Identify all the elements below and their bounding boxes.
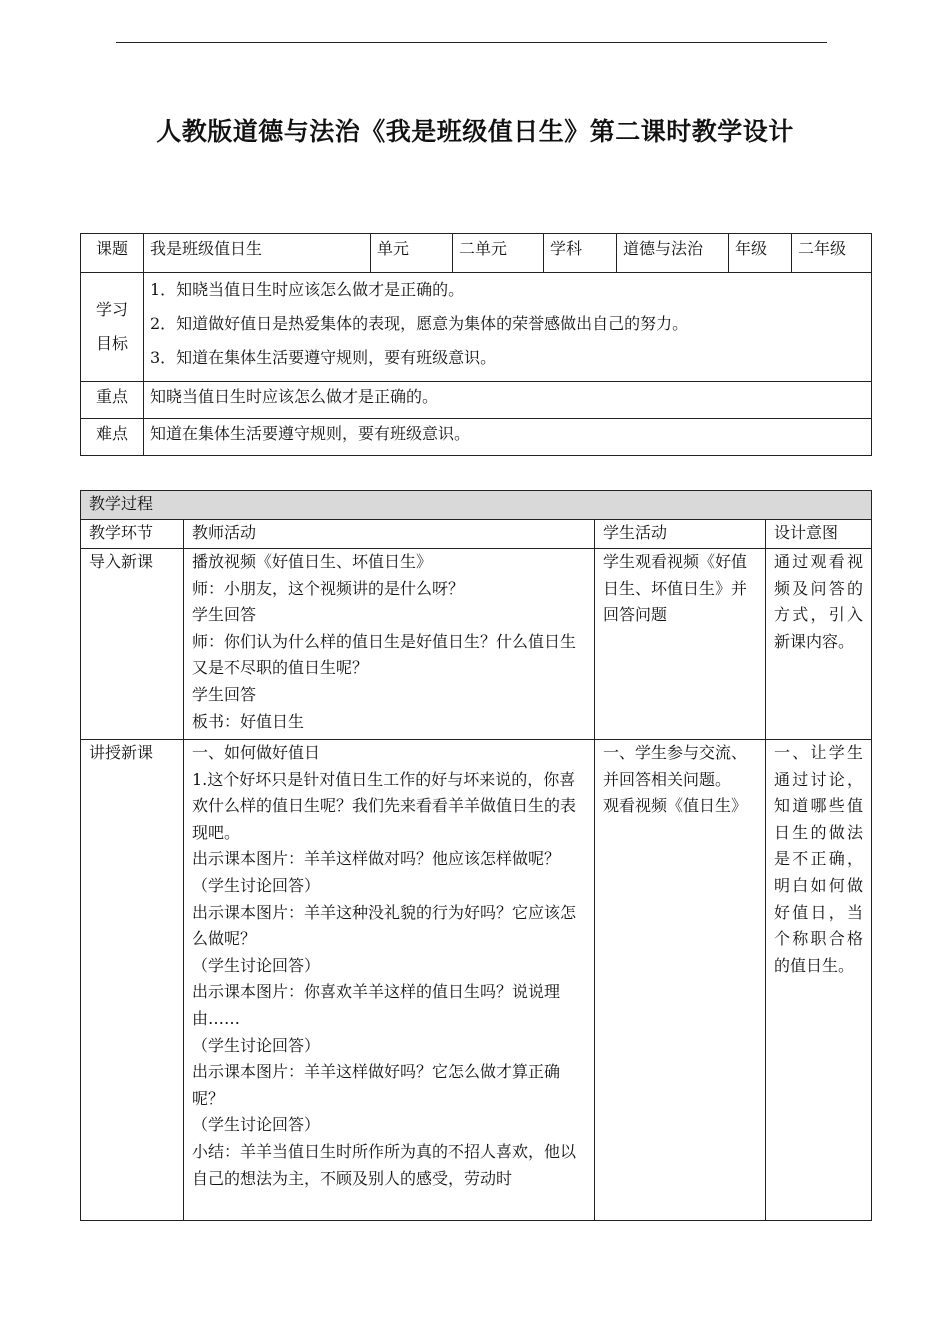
goal-item: 3．知道在集体生活要遵守规则，要有班级意识。 bbox=[150, 348, 497, 367]
subject-label: 学科 bbox=[544, 234, 617, 273]
header-rule bbox=[116, 42, 827, 43]
stage-cell: 讲授新课 bbox=[81, 740, 184, 1221]
teacher-line: 一、如何做好值日 bbox=[192, 743, 321, 762]
subject-value: 道德与法治 bbox=[617, 234, 729, 273]
teacher-line: 学生回答 bbox=[192, 684, 257, 704]
teacher-line: （学生讨论回答） bbox=[192, 1035, 321, 1055]
teacher-line: 学生回答 bbox=[192, 605, 257, 625]
unit-value: 二单元 bbox=[453, 234, 544, 273]
difficulty-label: 难点 bbox=[81, 419, 144, 456]
info-row-topic bbox=[81, 234, 872, 273]
goals-label: 学习 目标 bbox=[81, 273, 144, 382]
header-student: 学生活动 bbox=[595, 520, 766, 549]
process-row-intro bbox=[81, 549, 872, 740]
teacher-line: 出示课本图片：羊羊这样做好吗？它怎么做才算正确呢？ bbox=[192, 1062, 561, 1108]
teacher-line: 出示课本图片：羊羊这种没礼貌的行为好吗？它应该怎么做呢？ bbox=[192, 902, 577, 949]
teacher-line: 师：你们认为什么样的值日生是好值日生？什么值日生又是不尽职的值日生呢？ bbox=[192, 631, 577, 678]
header-stage: 教学环节 bbox=[81, 520, 184, 549]
intent-cell: 一、让学生通过讨论，知道哪些值日生的做法是不正确，明白如何做好值日，当个称职合格的值日生。 bbox=[766, 740, 872, 1221]
unit-label: 单元 bbox=[371, 234, 453, 273]
goal-item: 2．知道做好值日是热爱集体的表现，愿意为集体的荣誉感做出自己的努力。 bbox=[150, 314, 689, 333]
teacher-line: （学生讨论回答） bbox=[192, 955, 321, 975]
teacher-line: 板书：好值日生 bbox=[192, 711, 305, 731]
teacher-line: 小结：羊羊当值日生时所作所为真的不招人喜欢，他以自己的想法为主，不顾及别人的感受，劳动时 bbox=[192, 1141, 577, 1188]
page-title: 人教版道德与法治《我是班级值日生》第二课时教学设计 bbox=[156, 117, 794, 146]
topic-label: 课题 bbox=[81, 234, 144, 273]
student-line: 观看视频《值日生》 bbox=[603, 796, 748, 816]
info-row-key bbox=[81, 382, 872, 419]
grade-label: 年级 bbox=[729, 234, 792, 273]
student-cell bbox=[595, 740, 766, 1221]
grade-value: 二年级 bbox=[792, 234, 872, 273]
header-teacher: 教师活动 bbox=[184, 520, 595, 549]
process-row-teach bbox=[81, 740, 872, 1221]
header-intent: 设计意图 bbox=[766, 520, 872, 549]
key-label: 重点 bbox=[81, 382, 144, 419]
teacher-line: 师：小朋友，这个视频讲的是什么呀？ bbox=[192, 578, 465, 598]
teacher-line: 出示课本图片：羊羊这样做对吗？他应该怎样做呢？ bbox=[192, 849, 561, 869]
teacher-line: 播放视频《好值日生、坏值日生》 bbox=[192, 552, 433, 571]
info-row-difficulty bbox=[81, 419, 872, 456]
goals-list bbox=[144, 273, 872, 382]
student-line: 一、学生参与交流、并回答相关问题。 bbox=[603, 743, 748, 789]
key-value: 知晓当值日生时应该怎么做才是正确的。 bbox=[144, 382, 872, 419]
process-table bbox=[80, 490, 872, 1221]
student-cell: 学生观看视频《好值日生、坏值日生》并回答问题 bbox=[595, 549, 766, 740]
teacher-line: （学生讨论回答） bbox=[192, 875, 321, 895]
process-section-row bbox=[81, 491, 872, 520]
topic-value: 我是班级值日生 bbox=[144, 234, 371, 273]
teacher-line: （学生讨论回答） bbox=[192, 1115, 321, 1135]
info-row-goals bbox=[81, 273, 872, 382]
teacher-line: 出示课本图片：你喜欢羊羊这样的值日生吗？说说理由…… bbox=[192, 982, 561, 1028]
process-header-row bbox=[81, 520, 872, 549]
teacher-cell bbox=[184, 549, 595, 740]
difficulty-value: 知道在集体生活要遵守规则，要有班级意识。 bbox=[144, 419, 872, 456]
intent-cell: 通过观看视频及问答的方式，引入新课内容。 bbox=[766, 549, 872, 740]
goal-item: 1．知晓当值日生时应该怎么做才是正确的。 bbox=[150, 280, 465, 299]
info-table bbox=[80, 233, 872, 456]
section-title: 教学过程 bbox=[81, 491, 872, 520]
teacher-line: 1.这个好坏只是针对值日生工作的好与坏来说的，你喜欢什么样的值日生呢？我们先来看看羊羊做值日生的表现吧。 bbox=[192, 769, 577, 842]
stage-cell: 导入新课 bbox=[81, 549, 184, 740]
teacher-cell bbox=[184, 740, 595, 1221]
